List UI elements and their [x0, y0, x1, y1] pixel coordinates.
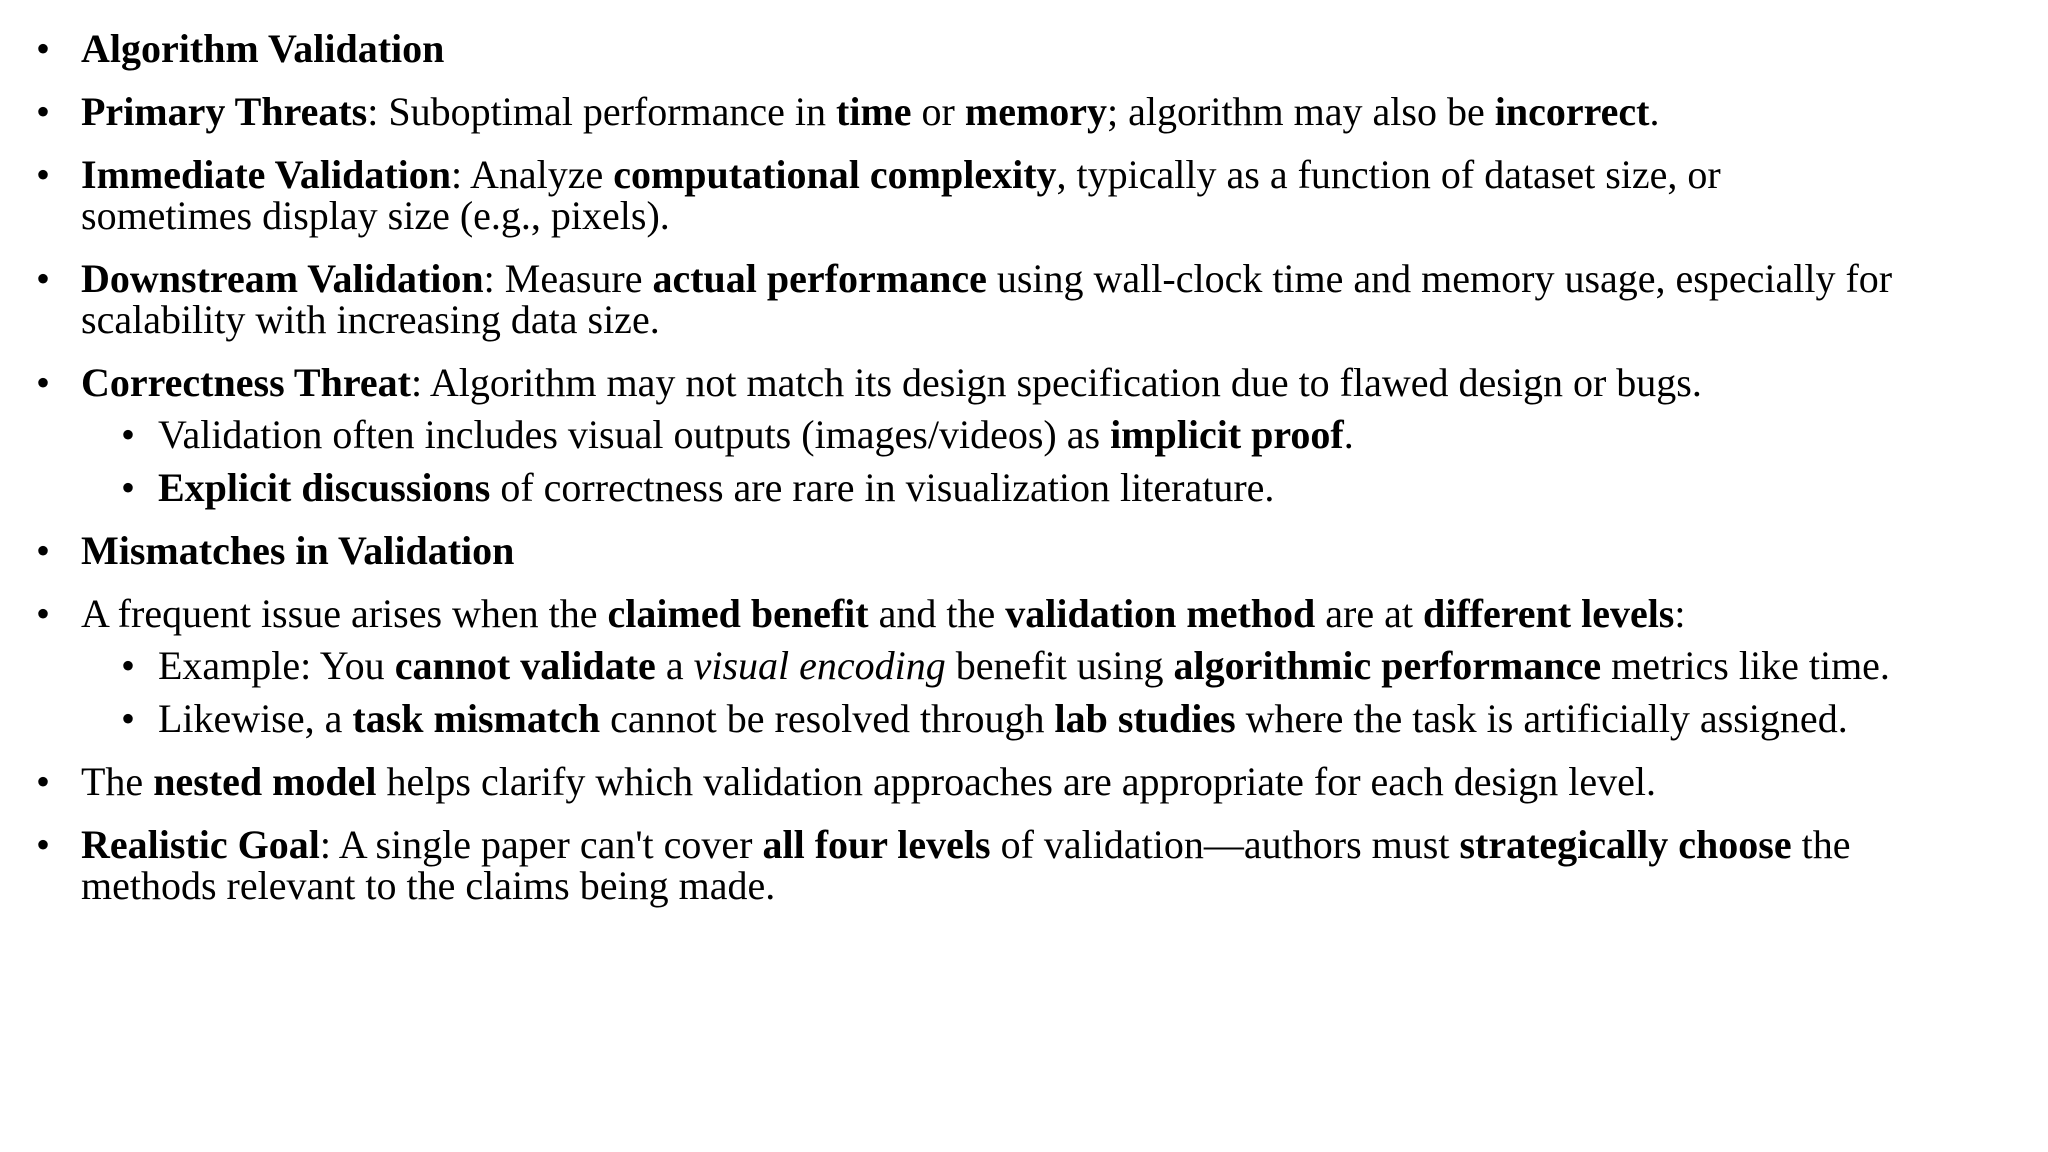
- bullet-text: of validation—authors must: [990, 822, 1460, 867]
- bullet-text-bold: strategically choose: [1459, 822, 1792, 867]
- bullet-text-bold: Realistic Goal: [81, 822, 320, 867]
- bullet-text: metrics like time.: [1601, 643, 1890, 688]
- bullet-text: a: [655, 643, 694, 688]
- bullet-item: [36, 824, 1896, 906]
- bullet-item: [36, 154, 1896, 236]
- sub-bullet-list: [81, 414, 1896, 508]
- sub-bullet-item: [81, 467, 1896, 508]
- bullet-text: helps clarify which validation approaches are appropriate for each design level.: [376, 759, 1656, 804]
- bullet-text: .: [1649, 89, 1660, 134]
- sub-bullet-item: [81, 645, 1896, 686]
- bullet-text: using wall-clock time and memory usage, especially for scalability with increasing data size.: [81, 256, 1893, 342]
- bullet-text: ; algorithm may also be: [1107, 89, 1495, 134]
- bullet-text-bold: Correctness Threat: [81, 360, 411, 405]
- bullet-text: : Measure: [483, 256, 653, 301]
- bullet-text: : Algorithm may not match its design specification due to flawed design or bugs.: [410, 360, 1702, 405]
- bullet-text-italic: visual encoding: [693, 643, 946, 688]
- sub-bullet-list: [81, 645, 1896, 739]
- bullet-text-bold: Immediate Validation: [81, 152, 452, 197]
- bullet-text-bold: Explicit discussions: [158, 465, 491, 510]
- bullet-item: [36, 593, 1896, 739]
- bullet-text-bold: task mismatch: [352, 696, 601, 741]
- bullet-text-bold: time: [836, 89, 912, 134]
- bullet-text: Validation often includes visual outputs (images/videos) as: [158, 412, 1111, 457]
- bullet-text: of correctness are rare in visualization literature.: [490, 465, 1275, 510]
- bullet-text: are at: [1315, 591, 1423, 636]
- bullet-text: Likewise, a: [158, 696, 353, 741]
- bullet-text-bold: memory: [964, 89, 1108, 134]
- bullet-text: : Analyze: [451, 152, 614, 197]
- bullet-text-bold: all four levels: [762, 822, 991, 867]
- bullet-text-bold: Algorithm Validation: [81, 26, 445, 71]
- sub-bullet-item: [81, 698, 1896, 739]
- bullet-text-bold: implicit proof: [1110, 412, 1344, 457]
- bullet-text-bold: incorrect: [1494, 89, 1650, 134]
- bullet-text-bold: algorithmic performance: [1173, 643, 1602, 688]
- bullet-text: or: [911, 89, 965, 134]
- bullet-text: cannot be resolved through: [600, 696, 1055, 741]
- bullet-text-bold: actual performance: [652, 256, 987, 301]
- bullet-text: and the: [868, 591, 1006, 636]
- bullet-item: [36, 761, 1896, 802]
- bullet-text-bold: Downstream Validation: [81, 256, 484, 301]
- bullet-list: [36, 28, 1896, 928]
- bullet-item: [36, 258, 1896, 340]
- bullet-text: A frequent issue arises when the: [81, 591, 608, 636]
- bullet-text-bold: cannot validate: [394, 643, 656, 688]
- bullet-text-bold: nested model: [153, 759, 377, 804]
- bullet-text: Example: You: [158, 643, 395, 688]
- sub-bullet-item: [81, 414, 1896, 455]
- bullet-text-bold: Primary Threats: [81, 89, 368, 134]
- bullet-text-bold: lab studies: [1054, 696, 1236, 741]
- bullet-text-bold: Mismatches in Validation: [81, 528, 515, 573]
- bullet-item: [36, 530, 1896, 571]
- bullet-text: : Suboptimal performance in: [367, 89, 837, 134]
- bullet-text: benefit using: [945, 643, 1174, 688]
- bullet-item: [36, 362, 1896, 508]
- bullet-item: [36, 91, 1896, 132]
- bullet-text-bold: claimed benefit: [607, 591, 869, 636]
- bullet-text: the methods relevant to the claims being made.: [81, 822, 1851, 908]
- bullet-text: The: [81, 759, 154, 804]
- bullet-text: where the task is artificially assigned.: [1235, 696, 1848, 741]
- bullet-text: , typically as a function of dataset size, or sometimes display size (e.g., pixels).: [81, 152, 1721, 238]
- bullet-item: [36, 28, 1896, 69]
- bullet-text: :: [1674, 591, 1686, 636]
- bullet-text-bold: computational complexity: [613, 152, 1057, 197]
- bullet-text-bold: different levels: [1422, 591, 1675, 636]
- bullet-text: .: [1343, 412, 1354, 457]
- bullet-text: : A single paper can't cover: [319, 822, 763, 867]
- bullet-text-bold: validation method: [1005, 591, 1316, 636]
